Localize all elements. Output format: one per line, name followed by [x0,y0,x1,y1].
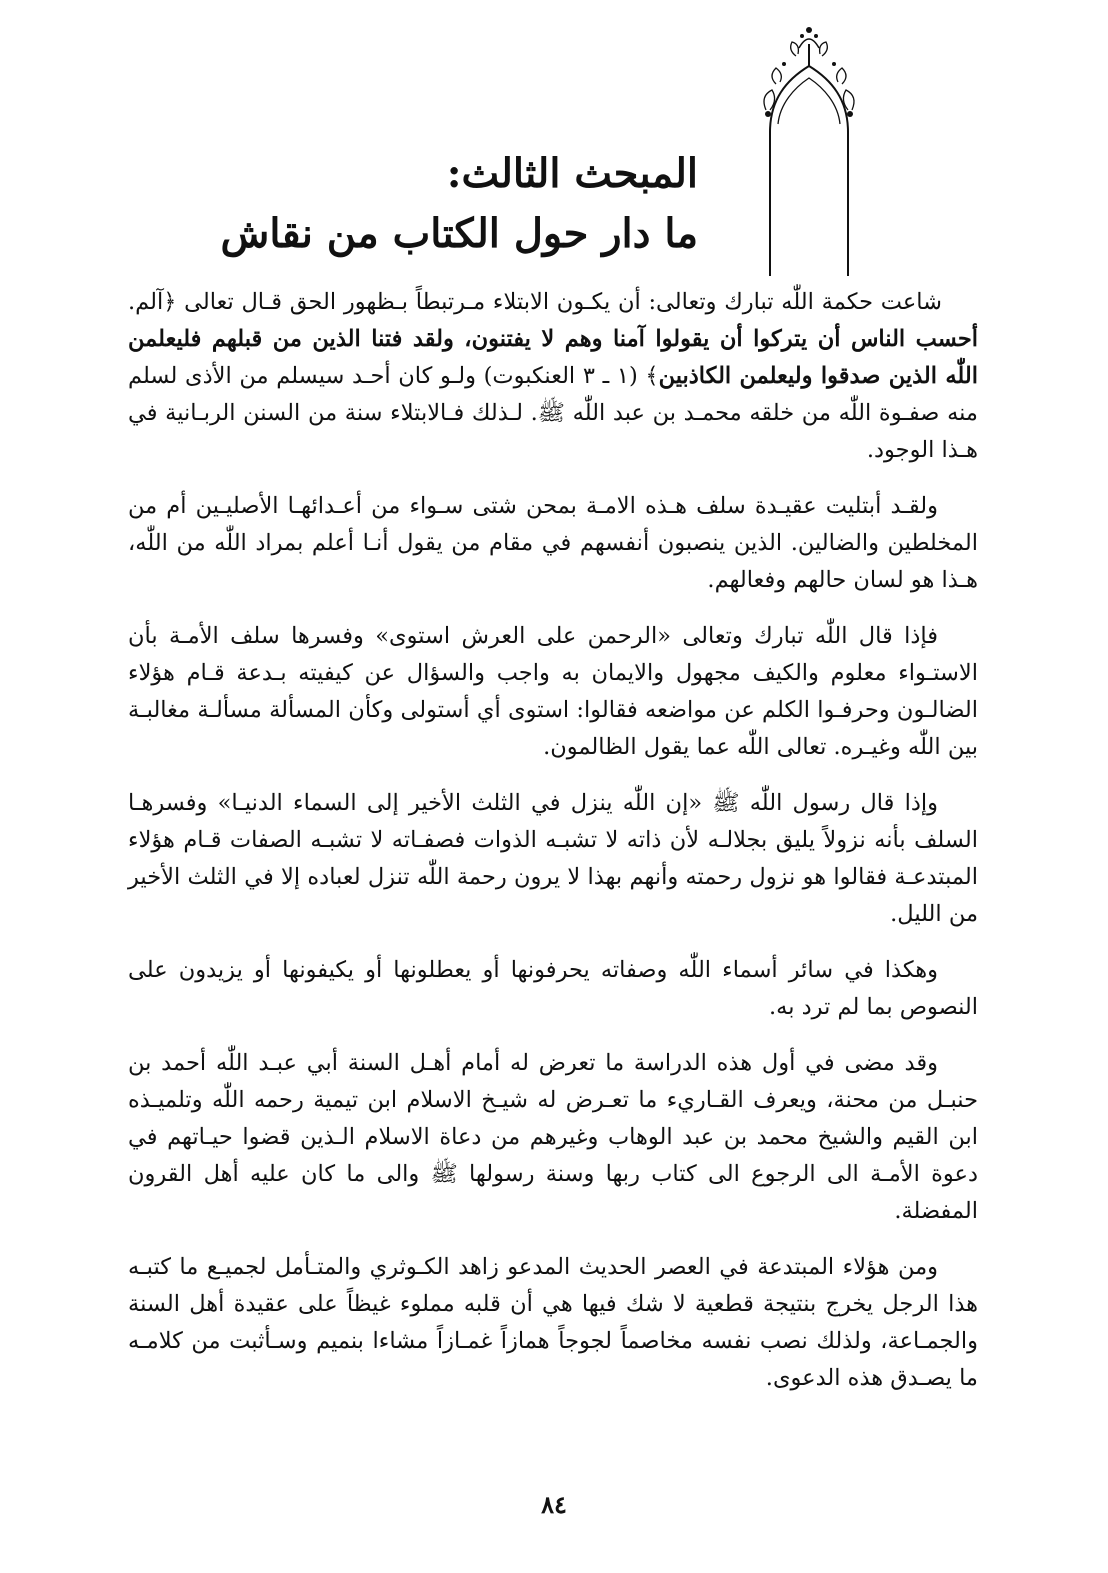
ornamental-frame-icon [756,20,866,276]
section-title: المبحث الثالث: [446,150,698,197]
page-number: ٨٤ [541,1490,567,1519]
paragraph-2: ولقـد أبتليت عقيـدة سلف هـذه الامـة بمحن شتى سـواء من أعـدائهـا الأصليـين أم من المخلطين والضالين. الذين ينصبون أنفسهم في مقام من يقول أنـا أعلم بمراد اللّٰه من اللّٰه، هـذا هو لسان حالهم وفعالهم. [128,493,978,593]
paragraph-1-rest: ﴾ (١ ـ ٣ العنكبوت) ولـو كان أحـد سيسلم من الأذى لسلم منه صفـوة اللّٰه من خلقه محمـد بن عبد اللّٰه ﷺ. لـذلك فـالابتلاء سنة من السنن الربـانية في هـذا الوجود. [128,363,978,463]
paragraph-3: فإذا قال اللّٰه تبارك وتعالى «الرحمن على العرش استوى» وفسرها سلف الأمـة بأن الاستـواء معلوم والكيف مجهول والايمان به واجب والسؤال عن كيفيته بـدعة قـام هؤلاء الضالـون وحرفـوا الكلم عن مواضعه فقالوا: استوى أي أستولى وكأن المسألة مسألـة مغالبـة بين اللّٰه وغيـره. تعالى اللّٰه عما يقول الظالمون. [128,623,978,760]
paragraph-4: وإذا قال رسول اللّٰه ﷺ «إن اللّٰه ينزل في الثلث الأخير إلى السماء الدنيـا» وفسرهـا السلف بأنه نزولاً يليق بجلالـه لأن ذاته لا تشبـه الذوات فصفـاته لا تشبـه الصفات قـام هؤلاء المبتدعـة فقالوا هو نزول رحمته وأنهم بهذا لا يرون رحمة اللّٰه تنزل لعباده إلا في الثلث الأخير من الليل. [128,790,978,927]
paragraph-5: وهكذا في سائر أسماء اللّٰه وصفاته يحرفونها أو يعطلونها أو يكيفونها أو يزيدون على النصوص بما لم ترد به. [128,957,978,1020]
paragraph-7: ومن هؤلاء المبتدعة في العصر الحديث المدعو زاهد الكـوثري والمتـأمل لجميـع ما كتبـه هذا الرجل يخرج بنتيجة قطعية لا شك فيها هي أن قلبه مملوء غيظاً على عقيدة أهل السنة والجمـاعة، ولذلك نصب نفسه مخاصماً لجوجاً همازاً غمـازاً مشاءا بنميم وسـأثبت من كلامـه ما يصـدق هذه الدعوى. [128,1254,978,1391]
paragraph-1-intro: شاعت حكمة اللّٰه تبارك وتعالى: أن يكـون الابتلاء مـرتبطاً بـظهور الحق قـال تعالى ﴿آلم. [128,289,942,315]
quran-verse: أحسب الناس أن يتركوا أن يقولوا آمنا وهم لا يفتنون، ولقد فتنا الذين من قبلهم فليعلمن اللّٰه الذين صدقوا وليعلمن الكاذبين [128,326,978,389]
body-text [128,284,978,1416]
paragraph-1 [128,284,978,469]
paragraph-6: وقد مضى في أول هذه الدراسة ما تعرض له أمام أهـل السنة أبي عبـد اللّٰه أحمد بن حنبـل من محنة، ويعرف القـاريء ما تعـرض له شيـخ الاسلام ابن تيمية رحمه اللّٰه وتلميـذه ابن القيم والشيخ محمد بن عبد الوهاب وغيرهم من دعاة الاسلام الـذين قضوا حيـاتهم في دعوة الأمـة الى الرجوع الى كتاب ربها وسنة رسولها ﷺ والى ما كان عليه أهل القرون المفضلة. [128,1050,978,1224]
section-subtitle: ما دار حول الكتاب من نقاش [220,210,698,257]
